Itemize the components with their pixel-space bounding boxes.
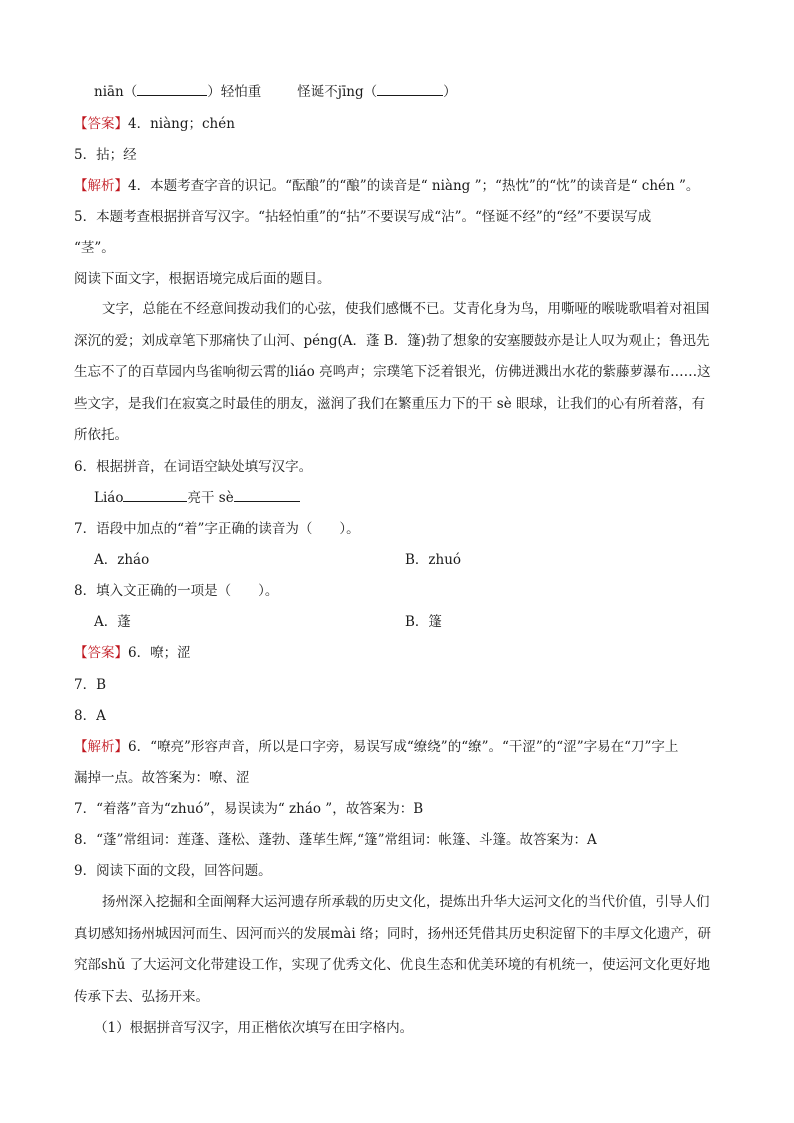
fill-liao-label: Liáo [94,490,124,506]
fill-blank-liao[interactable] [123,488,187,502]
reading-passage [74,294,714,452]
answer-line-8: 8．A [74,708,106,724]
explanation-line-6 [74,737,678,757]
explanation-line-8: 8．“蓬”常组词：莲蓬、蓬松、蓬勃、蓬荜生辉,“篷”常组词：帐篷、斗篷。故答案为：A [74,832,597,848]
fill-part2-after: ） [443,84,457,100]
question-8-option-a[interactable]: A．蓬 [94,614,131,630]
answer-line-7: 7．B [74,677,107,693]
question-9-passage-text: 扬州深入挖掘和全面阐释大运河遗存所承载的历史文化，提炼出升华大运河文化的当代价值，引导人们真切感知扬州城因河而生、因河而兴的发展mài 络；同时，扬州还凭借其历史积淀留下的丰厚文化遗产，研究部shǔ 了大运河文化带建设工作，实现了优秀文化、优良生态和优美环境的有机统一，使运河文化更好地传承下去、弘扬开来。 [74,894,711,1005]
explanation-text-6: 6．“嘹亮”形容声音，所以是口字旁，易误写成“缭绕”的“缭”。“干涩”的“涩”字易在“刀”字上 [128,739,679,755]
question-9-sub1: （1）根据拼音写汉字，用正楷依次填写在田字格内。 [94,1020,414,1036]
answer-line-5: 5．拈；经 [74,147,137,163]
fill-blank-2[interactable] [377,82,443,96]
question-7-option-a[interactable]: A．zháo [94,552,150,568]
fill-blank-1[interactable] [137,82,207,96]
explanation-line-6-cont: 漏掉一点。故答案为：嘹、涩 [74,770,250,786]
fill-part1-after: ）轻怕重 [207,84,262,100]
answer-line-4 [74,114,235,134]
explanation-line-5: 5．本题考查根据拼音写汉字。“拈轻怕重”的“拈”不要误写成“沾”。“怪诞不经”的“经”不要误写成 [74,209,652,225]
question-7-option-b[interactable]: B．zhuó [405,552,462,568]
fill-mid-label: 亮干 sè [187,490,234,506]
question-8: 8．填入文正确的一项是（ ）。 [74,583,279,599]
reading-intro: 阅读下面文字，根据语境完成后面的题目。 [74,271,331,287]
question-9: 9．阅读下面的文段，回答问题。 [74,863,272,879]
question-9-passage [74,887,714,1013]
explanation-line-5-cont: “茎”。 [74,240,115,256]
explanation-label-2: 【解析】 [74,739,128,755]
explanation-line-4 [74,176,699,196]
explanation-line-7: 7．“着落”音为“zhuó”，易误读为“ zháo ”，故答案为：B [74,801,424,817]
question-7: 7．语段中加点的“着”字正确的读音为（ ）。 [74,521,360,537]
fill-part2-before: 怪诞不jīng（ [297,84,378,100]
answer-label-2: 【答案】 [74,645,128,661]
explanation-label: 【解析】 [74,178,128,194]
fill-part1-before: niān（ [94,84,138,100]
fill-blank-se[interactable] [234,488,300,502]
reading-passage-text: 文字，总能在不经意间拨动我们的心弦，使我们感慨不已。艾青化身为鸟，用嘶哑的喉咙歌唱着对祖国深沉的爱；刘成章笔下那痛快了山河、péng(A．蓬 B．篷)勃了想象的安塞腰鼓亦是让人叹为观止；鲁迅先生忘不了的百草园内鸟雀响彻云霄的liáo 亮鸣声；宗璞笔下泛着银光，仿佛迸溅出水花的紫藤萝瀑布……这些文字，是我们在寂寞之时最佳的朋友，滋润了我们在繁重压力下的干 sè 眼球，让我们的心有所着落，有所依托。 [74,301,711,444]
question-8-option-b[interactable]: B．篷 [405,614,442,630]
pinyin-fill-line [94,82,457,102]
answer-line-6 [74,643,191,663]
answer-text: 4．niàng；chén [128,116,235,132]
explanation-text: 4．本题考查字音的识记。“酝酿”的“酿”的读音是“ niàng ”；“热忱”的“忱”的读音是“ chén ”。 [128,178,700,194]
question-6-fill [94,488,300,508]
question-6: 6．根据拼音，在词语空缺处填写汉字。 [74,459,313,475]
answer-text-6: 6．嘹；涩 [128,645,191,661]
answer-label: 【答案】 [74,116,128,132]
